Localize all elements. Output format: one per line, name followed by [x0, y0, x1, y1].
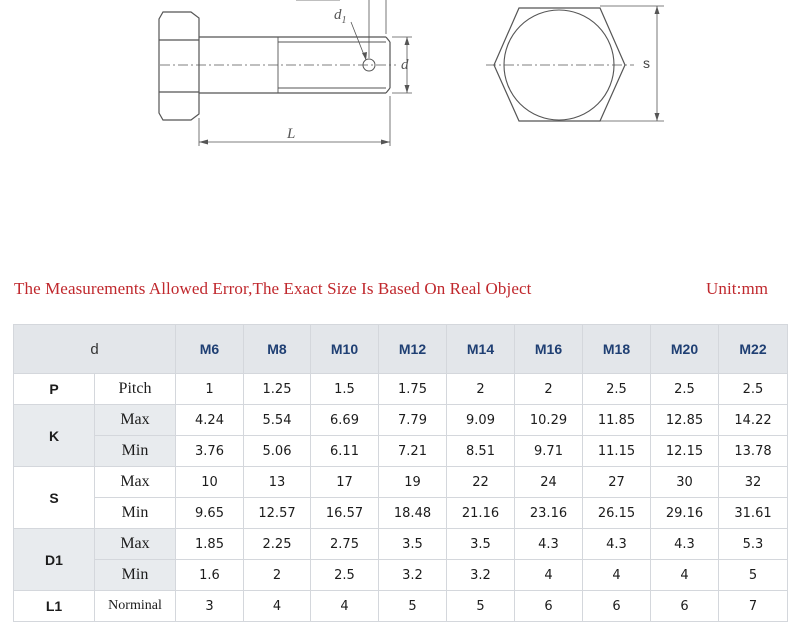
- value-cell: 26.15: [583, 498, 651, 529]
- arrow-head: [655, 113, 660, 121]
- sub-param-cell: Min: [95, 498, 176, 529]
- size-header: M12: [379, 325, 447, 374]
- value-cell: 7: [719, 591, 788, 622]
- value-cell: 31.61: [719, 498, 788, 529]
- arrow-head: [405, 85, 410, 93]
- value-cell: 9.65: [176, 498, 244, 529]
- value-cell: 3.5: [379, 529, 447, 560]
- value-cell: 5: [447, 591, 515, 622]
- param-cell: D1: [14, 529, 95, 591]
- value-cell: 22: [447, 467, 515, 498]
- value-cell: 5.3: [719, 529, 788, 560]
- arrow-head: [405, 37, 410, 45]
- value-cell: 1.85: [176, 529, 244, 560]
- value-cell: 23.16: [515, 498, 583, 529]
- value-cell: 2.5: [583, 374, 651, 405]
- value-cell: 12.85: [651, 405, 719, 436]
- value-cell: 2.5: [651, 374, 719, 405]
- value-cell: 4: [651, 560, 719, 591]
- value-cell: 3.76: [176, 436, 244, 467]
- measurement-note: The Measurements Allowed Error,The Exact Size Is Based On Real Object: [14, 279, 532, 298]
- bolt-shank-end: [386, 37, 390, 42]
- value-cell: 18.48: [379, 498, 447, 529]
- param-cell: S: [14, 467, 95, 529]
- size-header: M8: [244, 325, 311, 374]
- value-cell: 6: [515, 591, 583, 622]
- arrow-head: [381, 140, 390, 145]
- value-cell: 4: [244, 591, 311, 622]
- arrow-head: [362, 52, 367, 60]
- value-cell: 6: [651, 591, 719, 622]
- table-row: [14, 498, 788, 529]
- value-cell: 10.29: [515, 405, 583, 436]
- arrow-head: [655, 6, 660, 14]
- value-cell: 1.75: [379, 374, 447, 405]
- table-row: [14, 374, 788, 405]
- size-header: M16: [515, 325, 583, 374]
- value-cell: 2.75: [311, 529, 379, 560]
- value-cell: 11.15: [583, 436, 651, 467]
- value-cell: 4: [583, 560, 651, 591]
- label-s: s: [643, 55, 650, 71]
- size-header: M14: [447, 325, 515, 374]
- value-cell: 10: [176, 467, 244, 498]
- table-row: [14, 436, 788, 467]
- value-cell: 2.5: [311, 560, 379, 591]
- value-cell: 2.25: [244, 529, 311, 560]
- value-cell: 13.78: [719, 436, 788, 467]
- table-row: [14, 529, 788, 560]
- bolt-drawing: [0, 0, 800, 160]
- value-cell: 5.06: [244, 436, 311, 467]
- value-cell: 7.79: [379, 405, 447, 436]
- sub-param-cell: Max: [95, 467, 176, 498]
- value-cell: 16.57: [311, 498, 379, 529]
- value-cell: 6: [583, 591, 651, 622]
- size-header: M10: [311, 325, 379, 374]
- size-header: M22: [719, 325, 788, 374]
- value-cell: 14.22: [719, 405, 788, 436]
- value-cell: 30: [651, 467, 719, 498]
- value-cell: 12.57: [244, 498, 311, 529]
- label-d1: $d_1$: [334, 7, 347, 26]
- size-header: M6: [176, 325, 244, 374]
- unit-note: Unit:mm: [706, 279, 769, 298]
- value-cell: 24: [515, 467, 583, 498]
- value-cell: 8.51: [447, 436, 515, 467]
- value-cell: 9.71: [515, 436, 583, 467]
- value-cell: 4.3: [515, 529, 583, 560]
- value-cell: 6.11: [311, 436, 379, 467]
- value-cell: 4.3: [651, 529, 719, 560]
- value-cell: 5: [719, 560, 788, 591]
- value-cell: 2: [447, 374, 515, 405]
- param-cell: P: [14, 374, 95, 405]
- value-cell: 27: [583, 467, 651, 498]
- table-row: [14, 560, 788, 591]
- value-cell: 1: [176, 374, 244, 405]
- bolt-head-outline: [159, 12, 199, 120]
- table-row: [14, 467, 788, 498]
- bolt-shank-end: [386, 88, 390, 93]
- value-cell: 6.69: [311, 405, 379, 436]
- label-L: L: [287, 126, 296, 142]
- value-cell: 2: [515, 374, 583, 405]
- value-cell: 1.25: [244, 374, 311, 405]
- size-header: M18: [583, 325, 651, 374]
- value-cell: 4: [515, 560, 583, 591]
- hex-outline: [494, 8, 625, 121]
- value-cell: 2.5: [719, 374, 788, 405]
- value-cell: 3.2: [379, 560, 447, 591]
- value-cell: 4.24: [176, 405, 244, 436]
- value-cell: 12.15: [651, 436, 719, 467]
- value-cell: 5: [379, 591, 447, 622]
- table-header-row: [14, 325, 788, 374]
- value-cell: 1.5: [311, 374, 379, 405]
- value-cell: 32: [719, 467, 788, 498]
- spec-table: [13, 324, 788, 622]
- sub-param-cell: Min: [95, 560, 176, 591]
- sub-param-cell: Max: [95, 529, 176, 560]
- table-row: [14, 405, 788, 436]
- sub-param-cell: Pitch: [95, 374, 176, 405]
- value-cell: 4: [311, 591, 379, 622]
- value-cell: 3.5: [447, 529, 515, 560]
- value-cell: 1.6: [176, 560, 244, 591]
- value-cell: 3: [176, 591, 244, 622]
- value-cell: 11.85: [583, 405, 651, 436]
- value-cell: 4.3: [583, 529, 651, 560]
- value-cell: 5.54: [244, 405, 311, 436]
- value-cell: 29.16: [651, 498, 719, 529]
- param-cell: K: [14, 405, 95, 467]
- value-cell: 7.21: [379, 436, 447, 467]
- value-cell: 17: [311, 467, 379, 498]
- value-cell: 9.09: [447, 405, 515, 436]
- table-corner-header: d: [14, 325, 176, 374]
- size-header: M20: [651, 325, 719, 374]
- value-cell: 13: [244, 467, 311, 498]
- value-cell: 19: [379, 467, 447, 498]
- table-row: [14, 591, 788, 622]
- param-cell: L1: [14, 591, 95, 622]
- sub-param-cell: Norminal: [95, 591, 176, 622]
- value-cell: 2: [244, 560, 311, 591]
- sub-param-cell: Min: [95, 436, 176, 467]
- sub-param-cell: Max: [95, 405, 176, 436]
- value-cell: 21.16: [447, 498, 515, 529]
- arrow-head: [199, 140, 208, 145]
- label-d: d: [401, 57, 409, 73]
- value-cell: 3.2: [447, 560, 515, 591]
